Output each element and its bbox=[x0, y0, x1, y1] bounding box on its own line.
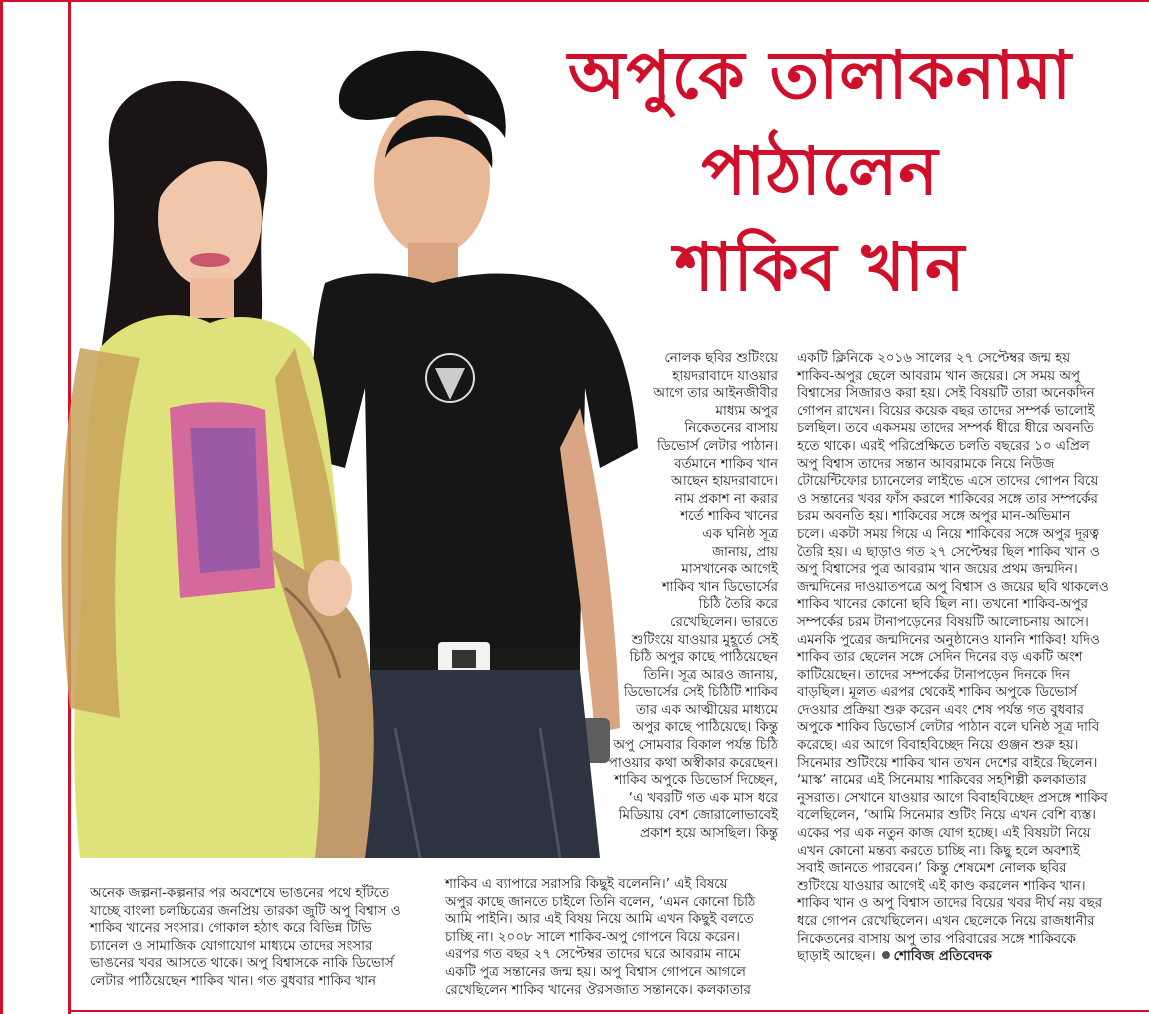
article-line: অনেক জল্পনা-কল্পনার পর অবশেষে ভাঙনের পথে হাঁটতে bbox=[90, 886, 390, 901]
article-line: নিকেতনের বাসায় bbox=[684, 421, 778, 437]
article-line: অপুকে শাকিব ডিভোর্স লেটার পাঠান বলে ঘনিষ্ঠ সূত্র দাবি bbox=[797, 720, 1100, 736]
article-line: ডিভোর্স লেটার পাঠান। bbox=[656, 438, 778, 454]
article-wrap-column bbox=[600, 350, 778, 843]
article-line: বিশ্বাসের সিজারও করা হয়। সেই বিষয়টি তারা অনেকদিন bbox=[797, 386, 1095, 402]
bullet-icon bbox=[882, 951, 890, 959]
article-line: আমি পাইনি। আর এই বিষয় নিয়ে আমি এখন কিছুই বলতে bbox=[445, 912, 754, 928]
article-line: চলে। একটা সময় গিয়ে এ নিয়ে শাকিবের সঙ্গে অপুর দূরত্ব bbox=[797, 526, 1100, 542]
article-line: শর্তে শাকিব খানের bbox=[680, 509, 778, 525]
article-line: শাকিব এ ব্যাপারে সরাসরি কিছুই বলেননি।’ এই বিষয়ে bbox=[445, 877, 728, 892]
article-line: বাড়ছিল। মূলত এরপর থেকেই শাকিব অপুকে ডিভোর্স bbox=[797, 685, 1078, 701]
article-line: শাকিব খান ডিভোর্সের bbox=[661, 579, 778, 595]
article-line: ‘এ খবরটি গত এক মাস ধরে bbox=[628, 790, 778, 806]
article-bottom-mid-column bbox=[445, 876, 791, 999]
article-line: রেখেছিলেন। ভারতে bbox=[670, 614, 778, 630]
article-line: নাম প্রকাশ না করার bbox=[674, 491, 778, 507]
article-line: শাকিব তার ছেলেন সঙ্গে সেদিন দিনের বড় একটি অংশ bbox=[797, 650, 1083, 666]
article-line: অপু বিশ্বাস তাদের সন্তান আবরামকে নিয়ে নিউজ bbox=[797, 456, 1055, 472]
article-line: এখন কোনো মন্তব্য করতে চাচ্ছি না। কিছু হলে অবশ্যই bbox=[797, 843, 1080, 859]
article-line: অপুর কাছে জানতে চাইলে তিনি বলেন, ‘এমন কোনো চিঠি bbox=[445, 894, 756, 910]
article-line: নিকেতনের বাসায় অপু তার পরিবারের সঙ্গে শাকিবকে bbox=[797, 931, 1076, 947]
article-line: চাচ্ছি না। ২০০৮ সালে শাকিব-অপু গোপনে বিয়ে করেন। bbox=[445, 929, 740, 945]
article-line: রেখেছিলেন শাকিব খানের ঔরসজাত সন্তানকে। কলকাতার bbox=[445, 982, 751, 998]
article-line: এমনকি পুত্রের জন্মদিনের অনুষ্ঠানেও যাননি শাকিব! যদিও bbox=[797, 632, 1100, 648]
article-line: মাসখানেক আগেই bbox=[681, 562, 778, 578]
article-line: একটি পুত্র সন্তানের জন্ম হয়। অপু বিশ্বাস গোপনে আগলে bbox=[445, 964, 746, 980]
byline: শোবিজ প্রতিবেদক bbox=[893, 949, 992, 965]
article-line: বর্তমানে শাকিব খান bbox=[674, 456, 778, 472]
article-line: অপু সোমবার বিকাল পর্যন্ত চিঠি bbox=[613, 738, 778, 754]
article-line: এরপর গত বছর ২৭ সেপ্টেম্বর তাদের ঘরে আবরাম নামে bbox=[445, 947, 741, 963]
article-line: সবাই জানতে পারবেন।’ কিন্তু শেষমেশ নোলক ছবির bbox=[797, 861, 1067, 877]
article-line: শাকিব খানের কোনো ছবি ছিল না। তখনো শাকিব-অপুর bbox=[797, 597, 1089, 613]
article-line: জন্মদিনের দাওয়াতপত্রে অপু বিশ্বাস ও জয়ের ছবি থাকলেও bbox=[797, 579, 1109, 595]
article-line: গোপন রাখেন। বিয়ের কয়েক বছর তাদের সম্পর্ক ভালোই bbox=[797, 403, 1095, 419]
article-line: একটি ক্লিনিকে ২০১৬ সালের ২৭ সেপ্টেম্বর জন্ম হয় bbox=[797, 351, 1071, 366]
article-line: নোলক ছবির শুটিংয়ে bbox=[664, 351, 778, 366]
article-line: চিঠি তৈরি করে bbox=[698, 597, 778, 613]
article-line: একের পর এক নতুন কাজ যোগ হচ্ছে। এই বিষয়টা নিয়ে bbox=[797, 826, 1091, 842]
article-line: হতে থাকে। এরই পরিপ্রেক্ষিতে চলতি বছরের ১০ এপ্রিল bbox=[797, 438, 1090, 454]
headline-line-1: অপুকে তালাকনামা bbox=[567, 37, 1073, 114]
article-line: পাওয়ার কথা অস্বীকার করেছেন। bbox=[608, 755, 778, 771]
article-line: টোয়েন্টিফোর চ্যানেলের লাইভে এসে তাদের গোপন বিয়ে bbox=[797, 474, 1099, 490]
article-line: আগে তার আইনজীবীর bbox=[653, 386, 778, 402]
article-line: দেওয়ার প্রক্রিয়া শুরু করেন এবং শেষ পর্যন্ত গত বুধবার bbox=[797, 702, 1084, 718]
article-line: যাচ্ছে বাংলা চলচ্চিত্রের জনপ্রিয় তারকা জুটি অপু বিশ্বাস ও bbox=[90, 903, 401, 919]
article-line: হায়দরাবাদে যাওয়ার bbox=[672, 368, 778, 384]
article-line: ধরে গোপন রেখেছিলেন। এখন ছেলেকে নিয়ে রাজধানীর bbox=[797, 914, 1095, 929]
article-line: করেছে। এর আগে বিবাহবিচ্ছেদ নিয়ে গুঞ্জন শুরু হয়। bbox=[797, 738, 1079, 754]
article-line: শুটিংয়ে যাওয়ার আগেই এই কাণ্ড করলেন শাকিব খান। bbox=[797, 878, 1086, 894]
article-line: জানায়, প্রায় bbox=[712, 544, 778, 560]
bottom-border-rule bbox=[68, 1010, 1149, 1012]
article-line: শুটিংয়ে যাওয়ার মুহূর্তে সেই bbox=[631, 632, 778, 648]
article-bottom-left-column bbox=[90, 885, 425, 991]
article-line: বলেছিলেন, ‘আমি সিনেমার শুটিং নিয়ে এখন বেশি ব্যস্ত। bbox=[797, 808, 1096, 824]
article-line: ছাড়াই আছেন। শোবিজ প্রতিবেদক bbox=[797, 949, 992, 965]
article-line: তিনি। সূত্র আরও জানায়, bbox=[643, 667, 778, 683]
article-line: ভাঙনের খবর আসতে থাকে। অপু বিশ্বাসকে নাকি ডিভোর্স bbox=[90, 956, 394, 972]
article-line: চরম অবনতি হয়। শাকিবের সঙ্গে অপুর মান-অভিমান bbox=[797, 509, 1071, 525]
article-line: এক ঘনিষ্ঠ সূত্র bbox=[702, 526, 778, 542]
article-line: আছেন হায়দরাবাদে। bbox=[671, 474, 778, 490]
article-line: সম্পর্কের চরম টানাপড়েনের বিষয়টি আলোচনায় আসে। bbox=[797, 614, 1089, 630]
article-line: শাকিব খান ও অপু বিশ্বাস তাদের বিয়ের খবর দীর্ঘ নয় বছর bbox=[797, 896, 1103, 912]
article-line: ও সন্তানের খবর ফাঁস করলে শাকিবের সঙ্গে তার সম্পর্কের bbox=[797, 491, 1098, 507]
article-line: মিডিয়ায় বেশ জোরালোভাবেই bbox=[618, 808, 778, 824]
article-line: শাকিব-অপুর ছেলে আবরাম খান জয়ের। সে সময় অপু bbox=[797, 368, 1081, 384]
headline-line-2: পাঠালেন bbox=[701, 133, 939, 210]
article-line: চিঠি অপুর কাছে পাঠিয়েছেন bbox=[629, 650, 778, 666]
article-line: প্রকাশ হয়ে আসছিল। কিন্তু bbox=[640, 826, 778, 842]
headline-line-3: শাকিব খান bbox=[674, 229, 966, 306]
article-line: কাটিয়েছেন। তাদের সম্পর্কের টানাপড়েন দিনকে দিন bbox=[797, 667, 1070, 683]
article-line: মাধ্যম অপুর bbox=[715, 403, 778, 419]
article-line: শাকিব খানের সংসার। গোকাল হঠাৎ করে বিভিন্ন টিভি bbox=[90, 921, 372, 937]
article-right-column bbox=[797, 350, 1135, 966]
article-line: ‘মাস্ক’ নামের এই সিনেমায় শাকিবের সহশিল্পী কলকাতার bbox=[797, 773, 1087, 789]
article-line: চ্যানেল ও সামাজিক যোগাযোগ মাধ্যমে তাদের সংসার bbox=[90, 938, 373, 954]
article-line: অপুর কাছে পাঠিয়েছে। কিন্তু bbox=[632, 720, 778, 736]
article-line: অপু বিশ্বাসের পুত্র আবরাম খান জয়ের প্রথম জন্মদিন। bbox=[797, 562, 1078, 578]
article-line: সিনেমার শুটিংয়ে শাকিব খান তখন দেশের বাইরে ছিলেন। bbox=[797, 755, 1098, 771]
article-line: তৈরি হয়। এ ছাড়াও গত ২৭ সেপ্টেম্বর ছিল শাকিব খান ও bbox=[797, 544, 1100, 560]
headline bbox=[520, 28, 1120, 316]
article-line: লেটার পাঠিয়েছেন শাকিব খান। গত বুধবার শাকিব খান bbox=[90, 973, 376, 989]
article-line: শাকিব অপুকে ডিভোর্স দিচ্ছেন, bbox=[614, 773, 778, 789]
article-line: নুসরাত। সেখানে যাওয়ার আগে বিবাহবিচ্ছেদ প্রসঙ্গে শাকিব bbox=[797, 790, 1108, 806]
article-line: ডিভোর্সের সেই চিঠিটি শাকিব bbox=[623, 685, 778, 701]
article-line: চলছিল। তবে একসময় তাদের সম্পর্ক ধীরে ধীরে অবনতি bbox=[797, 421, 1094, 437]
article-line: তার এক আত্মীয়ের মাধ্যমে bbox=[635, 702, 778, 718]
